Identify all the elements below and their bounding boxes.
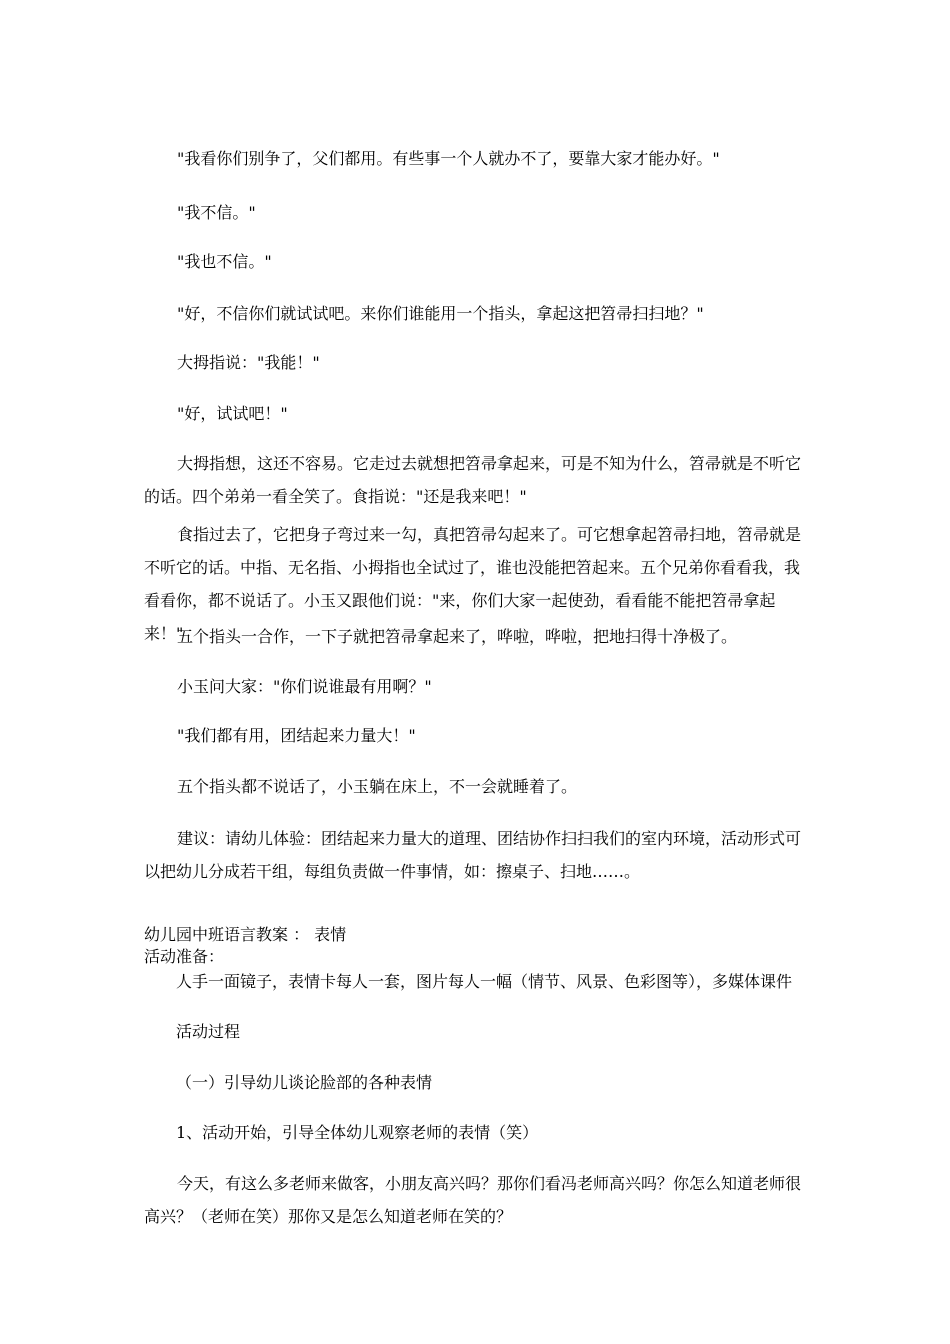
story-suggestion: 建议：请幼儿体验：团结起来力量大的道理、团结协作扫扫我们的室内环境，活动形式可以把幼儿分成若干组，每组负责做一件事情，如：擦桌子、扫地……。: [144, 829, 802, 881]
step-1-heading: 1、活动开始，引导全体幼儿观察老师的表情（笑）: [176, 1123, 539, 1142]
story-paragraph-5: 大拇指说："我能！": [177, 353, 320, 372]
section-heading-1: （一）引导幼儿谈论脸部的各种表情: [176, 1073, 433, 1092]
process-heading: 活动过程: [176, 1022, 241, 1041]
story-paragraph-8: 食指过去了，它把身子弯过来一勾，真把笤帚勾起来了。可它想拿起笤帚扫地，笤帚就是不听它的话。中指、无名指、小拇指也全试过了，谁也没能把笤起来。五个兄弟你看看我，我看看你，都不说话了。小玉又跟他们说："来，你们大家一起使劲，看看能不能把笤帚拿起来！": [144, 525, 802, 643]
story-paragraph-2: "我不信。": [177, 203, 256, 222]
story-paragraph-3: "我也不信。": [177, 252, 272, 271]
story-paragraph-10: 小玉问大家："你们说谁最有用啊？": [177, 677, 432, 696]
story-paragraph-1: "我看你们别争了，父们都用。有些事一个人就办不了，要靠大家才能办好。": [177, 149, 720, 168]
story-paragraph-7: 大拇指想，这还不容易。它走过去就想把笤帚拿起来，可是不知为什么，笤帚就是不听它的话。四个弟弟一看全笑了。食指说："还是我来吧！": [144, 454, 802, 506]
prep-heading: 活动准备：: [144, 947, 225, 966]
story-paragraph-12: 五个指头都不说话了，小玉躺在床上，不一会就睡着了。: [177, 777, 578, 796]
lesson-title: 幼儿园中班语言教案 ： 表情: [144, 925, 347, 944]
story-paragraph-6: "好，试试吧！": [177, 404, 288, 423]
prep-text: 人手一面镜子，表情卡每人一套，图片每人一幅（情节、风景、色彩图等），多媒体课件: [176, 972, 793, 991]
story-paragraph-4: "好，不信你们就试试吧。来你们谁能用一个指头，拿起这把笤帚扫扫地？": [177, 304, 704, 323]
story-paragraph-9: 五个指头一合作，一下子就把笤帚拿起来了，哗啦，哗啦，把地扫得十净极了。: [177, 627, 738, 646]
step-1-text: 今天，有这么多老师来做客，小朋友高兴吗？那你们看冯老师高兴吗？你怎么知道老师很高兴？（老师在笑）那你又是怎么知道老师在笑的？: [144, 1174, 802, 1226]
story-paragraph-11: "我们都有用，团结起来力量大！": [177, 726, 416, 745]
